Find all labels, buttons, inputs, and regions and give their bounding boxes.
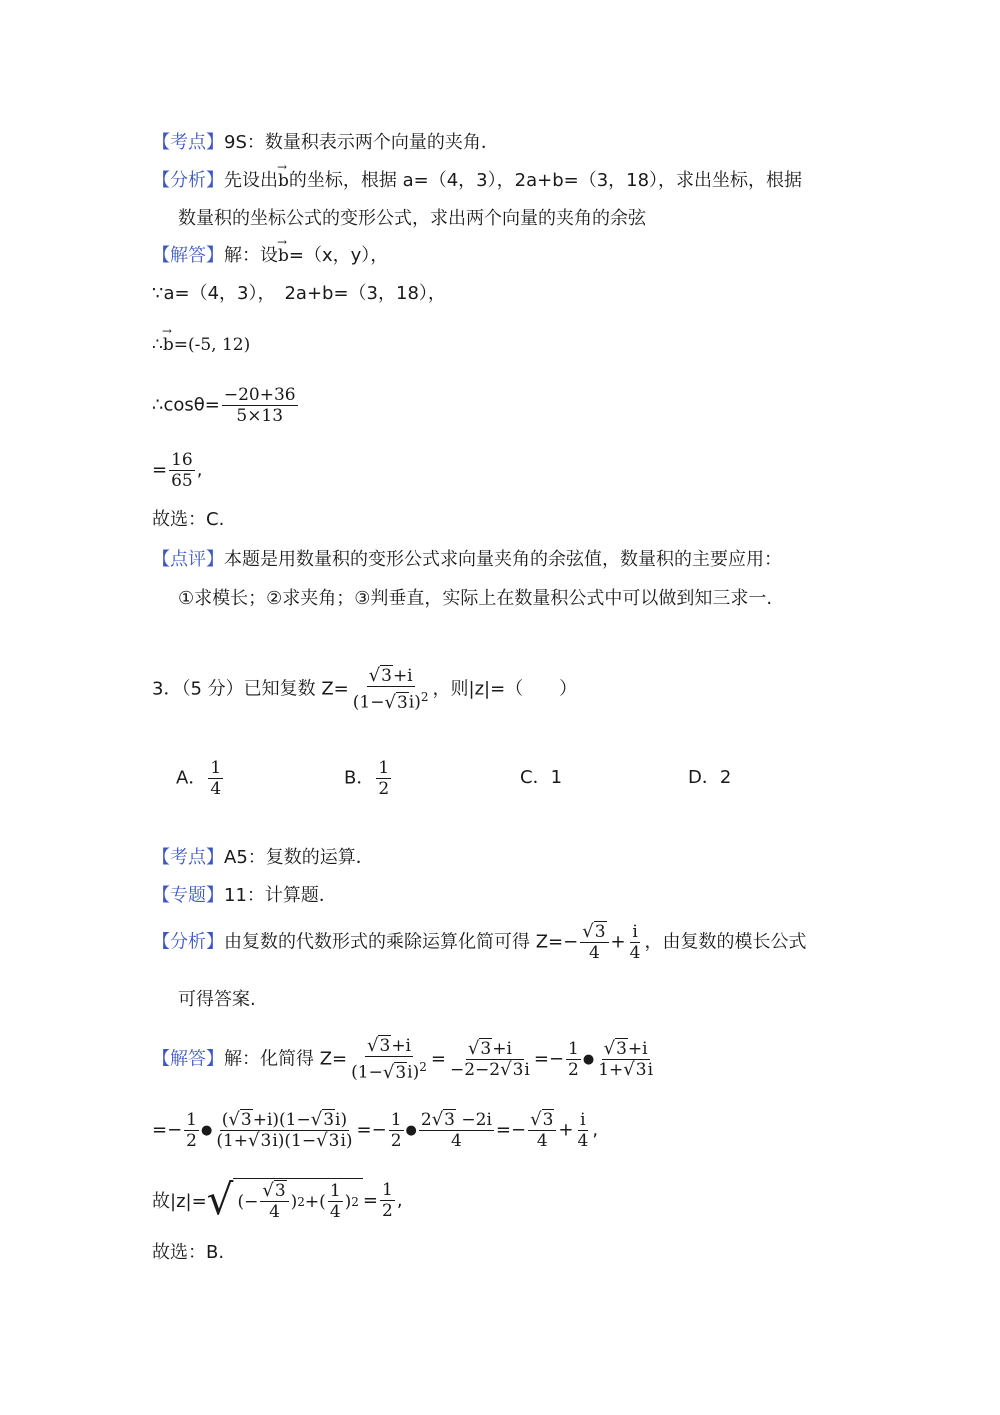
half-fraction-2 — [389, 1110, 404, 1151]
f1-den-sqrt: 3 — [395, 1062, 407, 1083]
mr-num: 1 — [382, 1179, 393, 1200]
m-exp2: 2 — [351, 1194, 359, 1209]
jieda-tag: 【解答】 — [152, 245, 224, 266]
fenxi-tag: 【分析】 — [152, 931, 224, 953]
jieda-line-1 — [152, 244, 388, 268]
f2-den-post: i — [524, 1059, 530, 1080]
f1-num-sqrt: 3 — [379, 1036, 391, 1056]
product-fraction — [214, 1110, 354, 1151]
answer-line-1: 故选：C. — [152, 509, 225, 530]
dot-operator: ● — [405, 1123, 417, 1138]
kaodian-tag: 【考点】 — [152, 132, 224, 153]
fenxi-frac2-den: 4 — [629, 943, 641, 963]
product-den: (1+√3i)(1−√3i) — [216, 1130, 353, 1151]
comma: , — [396, 1189, 403, 1211]
f4-den: 1+√3i — [598, 1058, 654, 1080]
sn-post: −2i — [456, 1110, 492, 1130]
option-b-fraction — [376, 758, 391, 799]
f4-num: √3+i — [603, 1037, 648, 1059]
cos-line — [152, 385, 300, 426]
half-num: 1 — [186, 1110, 197, 1130]
mr-den: 2 — [382, 1200, 393, 1221]
result-line — [152, 450, 202, 491]
fenxi-frac1-num: √3 — [580, 922, 608, 943]
option-b-label: B． — [344, 767, 375, 789]
option-a[interactable] — [176, 758, 225, 799]
fenxi-text-b: ，由复数的模长公式 — [644, 931, 807, 953]
equals-minus: =− — [356, 1119, 387, 1141]
pn-sqrt2: 3 — [323, 1110, 335, 1130]
zhuanti-text: 11：计算题． — [224, 885, 337, 906]
result-denominator: 65 — [171, 471, 193, 491]
cos-denominator: 5×13 — [236, 406, 284, 426]
q3-numerator: √3+i — [368, 665, 413, 686]
question-3-stem — [152, 666, 577, 713]
zhuanti-tag: 【专题】 — [152, 885, 224, 906]
cos-numerator: −20+36 — [223, 385, 296, 405]
f2-num-sqrt: 3 — [480, 1038, 492, 1059]
c-den: 4 — [536, 1131, 548, 1151]
half2-num: 1 — [390, 1110, 402, 1130]
pd-pre: (1+ — [216, 1131, 249, 1151]
half2-den: 2 — [390, 1131, 402, 1151]
f2-num-post: +i — [492, 1038, 512, 1059]
f1-den: $(1-√3i)^2$ — [351, 1060, 427, 1083]
question-3-text-a: 3．（5 分）已知复数 Z= — [152, 678, 349, 700]
question-3-text-b: ，则|z|=（ ） — [432, 678, 578, 700]
equals-minus: =− — [495, 1119, 527, 1141]
equals: = — [533, 1048, 549, 1070]
dianping-line-1 — [152, 548, 782, 572]
f2-den-sqrt: 3 — [512, 1059, 524, 1080]
dianping-text: 本题是用数量积的变形公式求向量夹角的余弦值，数量积的主要应用： — [224, 549, 782, 570]
jieda-text: 解：化简得 Z= — [224, 1048, 348, 1070]
f3-num: 1 — [568, 1038, 579, 1059]
m-den2: 4 — [329, 1202, 341, 1222]
pn-post: i) — [335, 1110, 348, 1130]
fenxi-fraction-1 — [580, 922, 608, 963]
f1-num: √3+i — [367, 1035, 411, 1056]
modulus-label: 故|z|= — [152, 1191, 207, 1212]
q3-den-post: i) — [408, 692, 421, 713]
therefore-symbol: ∴ — [152, 335, 163, 355]
f4-den-pre: 1+ — [598, 1059, 624, 1080]
c-sqrt: 3 — [542, 1110, 554, 1130]
jieda-fraction-4 — [596, 1039, 655, 1080]
kaodian-tag: 【考点】 — [152, 847, 224, 868]
m-close2: ) — [344, 1191, 352, 1212]
f2-num: √3+i — [467, 1037, 512, 1059]
m-sqrt: 3 — [274, 1181, 286, 1201]
option-a-numerator: 1 — [210, 758, 222, 778]
m-close1: ) — [290, 1191, 298, 1212]
f1-den-pre: (1− — [351, 1062, 383, 1083]
option-b-numerator: 1 — [378, 758, 390, 778]
since-line: ∵a=（4，3）， 2a+b=（3，18）， — [152, 283, 446, 304]
f4-den-sqrt: 3 — [635, 1059, 647, 1080]
fenxi-tag: 【分析】 — [152, 170, 224, 191]
m-frac1 — [260, 1181, 288, 1222]
q3-num-post: +i — [392, 666, 413, 686]
option-a-label: A． — [176, 767, 207, 789]
modulus-sqrt — [206, 1175, 363, 1224]
m-num2: 1 — [329, 1181, 341, 1201]
vector-b: → b — [278, 244, 289, 268]
dianping-tag: 【点评】 — [152, 549, 224, 570]
fenxi-line-4: 可得答案. — [178, 989, 256, 1010]
sqrt3-over-4 — [528, 1110, 556, 1151]
pd-post: i) — [340, 1131, 353, 1151]
simp-den: 4 — [450, 1131, 462, 1151]
result-fraction — [169, 450, 195, 491]
modulus-line — [152, 1175, 403, 1224]
derivation-line — [152, 1110, 598, 1151]
product-num: (√3+i)(1−√3i) — [221, 1109, 348, 1130]
d-den: 4 — [577, 1131, 589, 1151]
pn-pre: ( — [221, 1110, 229, 1130]
fenxi-line-2: 数量积的坐标公式的变形公式，求出两个向量的夹角的余弦 — [178, 208, 646, 229]
jieda-text-a: 解：设 — [224, 245, 278, 266]
vector-b: → b — [163, 333, 174, 357]
fenxi-frac1-den: 4 — [588, 943, 600, 963]
half-den: 2 — [186, 1131, 197, 1151]
option-a-fraction — [208, 758, 223, 799]
m-den1: 4 — [269, 1202, 280, 1222]
m-frac2 — [328, 1181, 343, 1222]
c-num: √3 — [528, 1110, 556, 1131]
q3-den-pre: (1− — [352, 692, 385, 713]
b-value: =(-5, 12) — [173, 335, 251, 355]
simplified-fraction — [419, 1110, 494, 1151]
fenxi-fraction-2 — [628, 922, 643, 963]
kaodian-line-2 — [152, 846, 374, 870]
kaodian-text: A5：复数的运算． — [224, 847, 374, 868]
m-exp1: 2 — [297, 1194, 305, 1209]
plus: + — [610, 931, 626, 953]
m-frac1-num: √3 — [260, 1181, 288, 1202]
plus: + — [558, 1119, 574, 1141]
f2-den-pre: −2−2 — [449, 1059, 501, 1080]
f4-num-sqrt: 3 — [616, 1038, 627, 1059]
jieda-tag: 【解答】 — [152, 1048, 224, 1070]
f1-den-post: i) — [407, 1062, 420, 1083]
result-numerator: 16 — [171, 450, 193, 470]
f3-den: 2 — [568, 1059, 579, 1080]
fenxi-sqrt: 3 — [594, 922, 606, 942]
f1-exp: 2 — [419, 1060, 427, 1074]
option-a-denominator: 4 — [210, 779, 222, 799]
kaodian-text: 9S：数量积表示两个向量的夹角． — [224, 132, 499, 153]
radicand — [233, 1178, 362, 1222]
vector-b: → b — [278, 169, 289, 193]
q3-num-sqrt: 3 — [381, 666, 392, 686]
jieda-fraction-2 — [448, 1039, 532, 1080]
fenxi-text-a: 由复数的代数形式的乘除运算化简可得 Z= — [224, 931, 564, 953]
q3-den-sqrt: 3 — [396, 692, 408, 713]
pd-sqrt: 3 — [260, 1131, 272, 1151]
f1-num-post: +i — [391, 1036, 411, 1056]
cos-label: ∴cosθ= — [152, 394, 220, 416]
jieda-fraction-3 — [566, 1039, 581, 1080]
equals: = — [362, 1189, 379, 1211]
q3-den-exp: 2 — [420, 690, 429, 704]
q3-denominator: $(1-√3i)^2$ — [352, 690, 429, 713]
answer-line-2: 故选：B. — [152, 1242, 225, 1263]
equals-minus: =− — [152, 1119, 183, 1141]
cos-fraction — [222, 385, 298, 426]
m-open1: (− — [237, 1191, 259, 1212]
pd-mid: i)(1− — [272, 1131, 317, 1151]
minus: − — [563, 931, 579, 953]
sn-sqrt: 3 — [444, 1110, 455, 1130]
fenxi-text-a: 先设出 — [224, 170, 278, 191]
pn-sqrt: 3 — [240, 1110, 252, 1130]
question-3-fraction — [351, 666, 431, 713]
f4-num-post: +i — [627, 1038, 648, 1059]
equals: = — [430, 1048, 446, 1070]
equals: = — [152, 459, 168, 481]
i-over-4 — [575, 1110, 590, 1151]
b-value-line — [152, 333, 250, 357]
zhuanti-line — [152, 884, 337, 908]
sn-pre: 2 — [420, 1110, 432, 1130]
fenxi-text-b: 的坐标，根据 a=（4，3），2a+b=（3，18），求出坐标，根据 — [288, 170, 803, 191]
comma: , — [592, 1119, 599, 1141]
dianping-line-2: ①求模长；②求夹角；③判垂直，实际上在数量积公式中可以做到知三求一. — [178, 588, 773, 609]
modulus-result — [380, 1180, 395, 1221]
m-plus: +( — [304, 1191, 326, 1212]
f4-den-post: i — [647, 1059, 654, 1080]
option-b-denominator: 2 — [378, 779, 390, 799]
jieda-line-2 — [152, 1036, 657, 1083]
pd-sqrt2: 3 — [328, 1131, 340, 1151]
pn-mid: +i)(1− — [252, 1110, 311, 1130]
minus: − — [548, 1048, 565, 1070]
radical-sign: √ — [206, 1175, 234, 1224]
option-b[interactable] — [344, 758, 393, 799]
d-num: i — [580, 1110, 586, 1130]
simp-num: 2√3 −2i — [420, 1109, 492, 1130]
jieda-text-b: =（x，y）， — [288, 245, 389, 266]
fenxi-frac2-num: i — [632, 922, 638, 942]
f2-den: −2−2√3i — [449, 1058, 530, 1080]
fenxi-line-1 — [152, 169, 802, 193]
option-d[interactable]: D．2 — [688, 767, 732, 788]
dot-operator: ● — [582, 1051, 595, 1067]
half-fraction — [184, 1110, 199, 1151]
option-c[interactable]: C．1 — [520, 767, 563, 788]
jieda-fraction-1 — [349, 1036, 429, 1083]
kaodian-line-1 — [152, 131, 499, 155]
fenxi-line-3 — [152, 922, 806, 963]
dot-operator: ● — [201, 1123, 213, 1138]
comma: , — [196, 459, 203, 481]
